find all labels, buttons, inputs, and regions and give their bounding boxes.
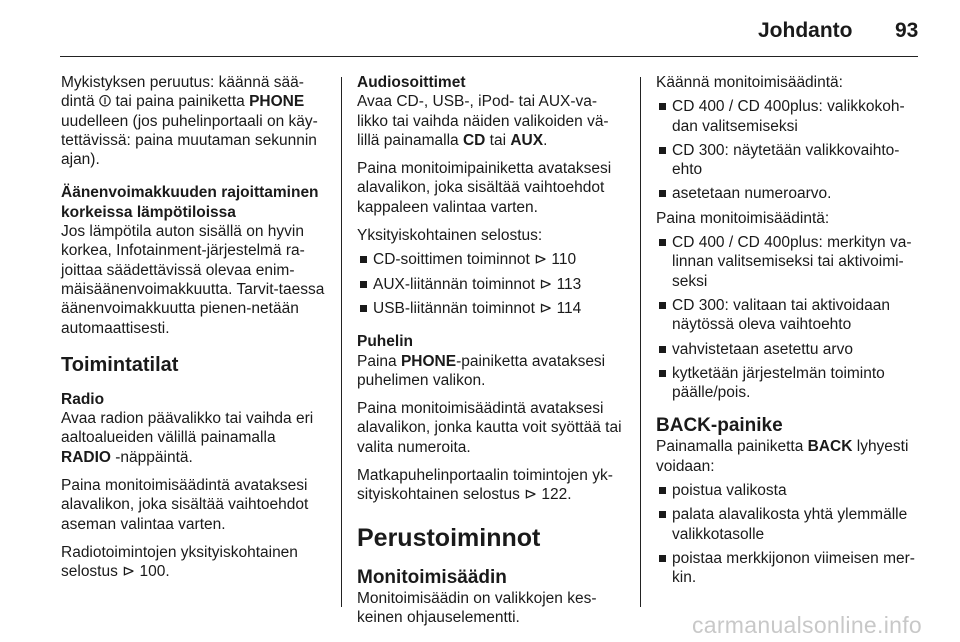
multifunction-knob-heading: Monitoimisäädin bbox=[357, 566, 507, 588]
list-item: asetetaan numeroarvo. bbox=[656, 184, 922, 203]
page-number: 93 bbox=[895, 19, 919, 42]
detail-intro: Yksityiskohtainen selostus: bbox=[357, 227, 543, 245]
phone-heading: Puhelin bbox=[357, 333, 413, 351]
column-divider-2 bbox=[640, 77, 641, 607]
phone-reference-paragraph: Matkapuhelinportaalin toimintojen yk-sityiskohtainen selostus ⊳ 122. bbox=[357, 467, 613, 504]
audio-heading: Audiosoittimet bbox=[357, 74, 466, 91]
radio-reference-paragraph: Radiotoimintojen yksityiskohtainen selostus ⊳ 100. bbox=[61, 543, 298, 581]
radio-submenu-paragraph: Paina monitoimisäädintä avataksesi alavalikon, joka sisältää vaihtoehdot aseman valintaa varten. bbox=[61, 477, 309, 533]
bullet-icon bbox=[659, 239, 666, 246]
watermark: carmanualsonline.info bbox=[691, 612, 922, 638]
list-item: CD 400 / CD 400plus: valikkokoh-dan valitsemiseksi bbox=[656, 97, 922, 136]
audio-submenu-paragraph: Paina monitoimipainiketta avataksesi alavalikon, joka sisältää vaihtoehdot kappaleen valintaa varten. bbox=[357, 160, 612, 216]
page-title: Johdanto bbox=[758, 19, 853, 42]
radio-heading: Radio bbox=[61, 390, 105, 408]
list-item: poistua valikosta bbox=[656, 481, 922, 500]
bullet-icon bbox=[659, 511, 666, 518]
list-item: vahvistetaan asetettu arvo bbox=[656, 340, 922, 359]
bullet-icon bbox=[659, 555, 666, 562]
column-divider-1 bbox=[341, 77, 342, 607]
radio-paragraph: Avaa radion päävalikko tai vaihda eri aaltoalueiden välillä painamalla RADIO -näppäintä. bbox=[61, 410, 314, 466]
turn-knob-intro: Käännä monitoimisäädintä: bbox=[656, 74, 843, 91]
phone-paragraph: Paina PHONE-painiketta avataksesi puhelimen valikon. bbox=[357, 352, 606, 389]
mute-paragraph: Mykistyksen peruutus: käännä sää-dintä ⏼ tai paina painiketta PHONE uudelleen (jos puhelinportaali on käy-tettävissä: paina muutaman sekunnin ajan). bbox=[61, 74, 318, 169]
multifunction-knob-paragraph: Monitoimisäädin on valikkojen kes-keinen ohjauselementti. bbox=[357, 589, 597, 626]
list-item: USB-liitännän toiminnot ⊳ 114 bbox=[357, 299, 625, 318]
bullet-icon bbox=[659, 147, 666, 154]
list-item: kytketään järjestelmän toiminto päälle/pois. bbox=[656, 364, 922, 403]
modes-heading: Toimintatilat bbox=[61, 353, 179, 376]
list-item: CD-soittimen toiminnot ⊳ 110 bbox=[357, 250, 625, 269]
bullet-icon bbox=[659, 302, 666, 309]
volume-limit-heading: Äänenvoimakkuuden rajoittaminen korkeissa lämpötiloissa bbox=[61, 184, 319, 221]
list-item: CD 300: valitaan tai aktivoidaan näytössä oleva vaihtoehto bbox=[656, 296, 922, 335]
bullet-icon bbox=[659, 103, 666, 110]
bullet-icon bbox=[659, 487, 666, 494]
list-item: palata alavalikosta yhtä ylemmälle valikkotasolle bbox=[656, 505, 922, 544]
bullet-icon bbox=[659, 370, 666, 377]
volume-limit-paragraph: Jos lämpötila auton sisällä on hyvin korkea, Infotainment-järjestelmä ra-joittaa säädettävissä olevaa enim-mäisäänenvoimakkuutta. Tarvit-taessa äänenvoimakkuutta pienen-netään automaattisesti. bbox=[61, 223, 325, 337]
list-item: CD 300: näytetään valikkovaihto-ehto bbox=[656, 141, 922, 180]
header-divider bbox=[60, 56, 918, 57]
bullet-icon bbox=[659, 346, 666, 353]
back-button-paragraph: Painamalla painiketta BACK lyhyesti voidaan: bbox=[656, 438, 909, 475]
list-item: AUX-liitännän toiminnot ⊳ 113 bbox=[357, 275, 625, 294]
audio-paragraph: Avaa CD-, USB-, iPod- tai AUX-va-likko tai vaihda näiden valikoiden vä-lillä painamalla CD tai AUX. bbox=[357, 93, 609, 149]
phone-submenu-paragraph: Paina monitoimisäädintä avataksesi alavalikon, jonka kautta voit syöttää tai valita numeroita. bbox=[357, 400, 622, 456]
column-3 bbox=[656, 73, 922, 588]
column-1 bbox=[61, 73, 326, 582]
bullet-icon bbox=[360, 256, 367, 263]
column-2 bbox=[357, 73, 625, 627]
bullet-icon bbox=[360, 305, 367, 312]
list-item: poistaa merkkijonon viimeisen mer-kin. bbox=[656, 549, 922, 588]
bullet-icon bbox=[659, 190, 666, 197]
back-button-heading: BACK-painike bbox=[656, 415, 783, 437]
press-knob-intro: Paina monitoimisäädintä: bbox=[656, 209, 830, 227]
basic-functions-heading: Perustoiminnot bbox=[357, 523, 541, 552]
bullet-icon bbox=[360, 281, 367, 288]
list-item: CD 400 / CD 400plus: merkityn va-linnan valitsemiseksi tai aktivoimi-seksi bbox=[656, 233, 922, 291]
